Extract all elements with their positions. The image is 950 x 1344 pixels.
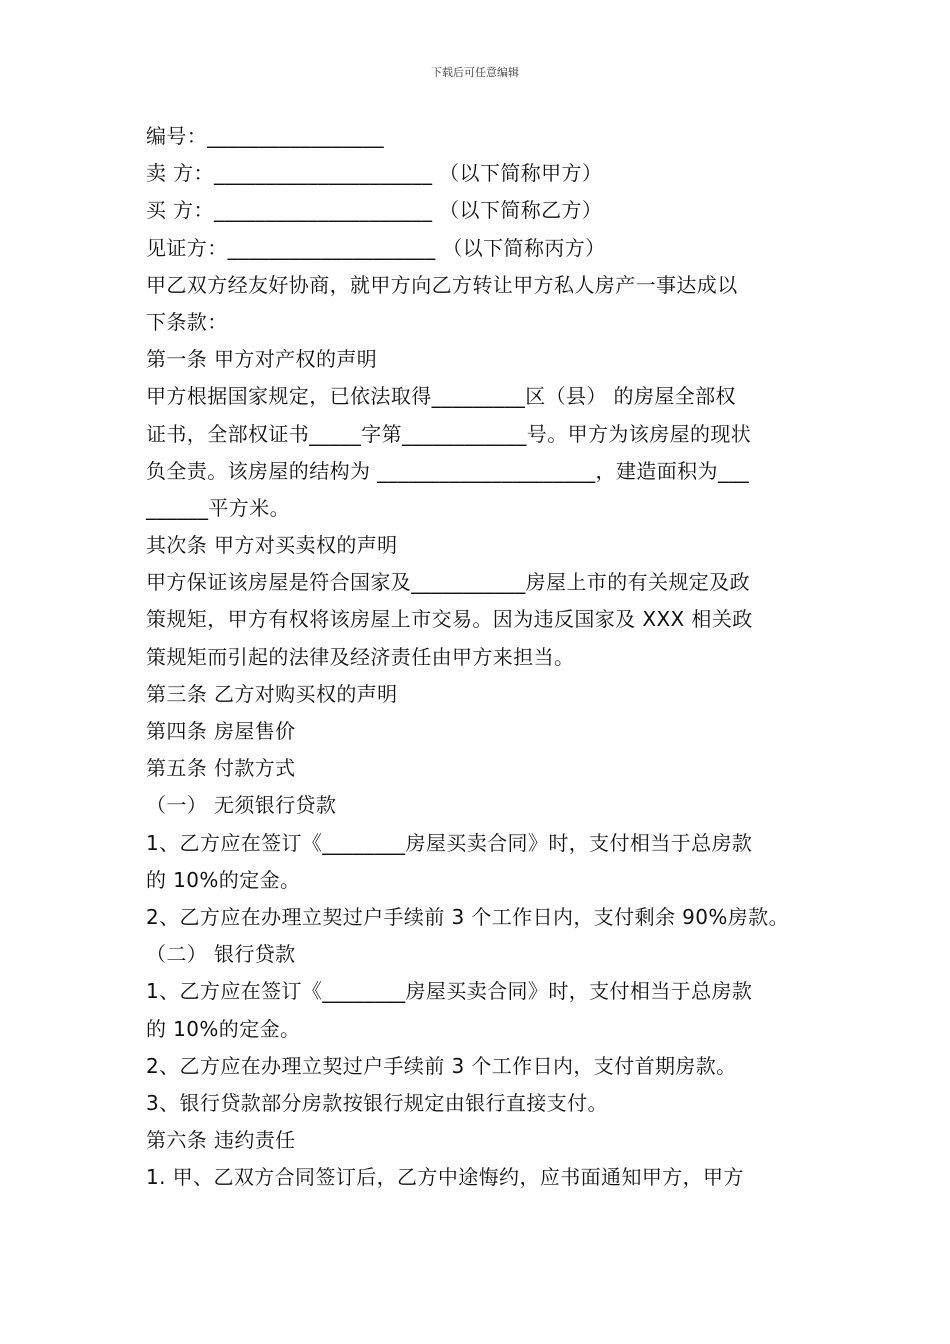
list-item: 2、乙方应在办理立契过户手续前 3 个工作日内，支付剩余 90%房款。	[146, 904, 789, 929]
subsection-heading: （一） 无须银行贷款	[146, 793, 337, 818]
article-heading: 第六条 违约责任	[146, 1128, 296, 1153]
list-item: 1. 甲、乙双方合同签订后，乙方中途悔约，应书面通知甲方，甲方	[146, 1165, 744, 1190]
list-item: 2、乙方应在办理立契过户手续前 3 个工作日内，支付首期房款。	[146, 1053, 737, 1078]
paragraph-line: 负全责。该房屋的结构为 _____________________，建造面积为___	[146, 458, 750, 483]
article-heading: 第五条 付款方式	[146, 756, 296, 781]
serial-number-line: 编号：_________________	[146, 124, 384, 148]
list-item: 的 10%的定金。	[146, 1016, 301, 1041]
paragraph-line: 甲方根据国家规定，已依法取得_________区（县） 的房屋全部权	[146, 384, 736, 409]
preamble-line: 甲乙双方经友好协商，就甲方向乙方转让甲方私人房产一事达成以	[146, 272, 738, 297]
paragraph-line: 证书，全部权证书_____字第____________号。甲方为该房屋的现状	[146, 421, 752, 446]
list-item: 1、乙方应在签订《________房屋买卖合同》时，支付相当于总房款	[146, 830, 753, 855]
seller-line: 卖 方：_____________________ （以下简称甲方）	[146, 161, 603, 186]
paragraph-line: 策规矩而引起的法律及经济责任由甲方来担当。	[146, 644, 575, 669]
witness-line: 见证方：____________________ （以下简称丙方）	[146, 235, 606, 260]
list-item: 的 10%的定金。	[146, 867, 301, 892]
list-item: 1、乙方应在签订《________房屋买卖合同》时，支付相当于总房款	[146, 979, 753, 1004]
preamble-line: 下条款：	[146, 309, 228, 334]
article-heading: 第四条 房屋售价	[146, 719, 296, 743]
buyer-line: 买 方：_____________________ （以下简称乙方）	[146, 198, 603, 223]
article-heading: 其次条 甲方对买卖权的声明	[146, 533, 398, 558]
article-heading: 第三条 乙方对购买权的声明	[146, 681, 398, 706]
paragraph-line: 策规矩，甲方有权将该房屋上市交易。因为违反国家及 XXX 相关政	[146, 607, 753, 632]
page-header: 下载后可任意编辑	[431, 66, 519, 79]
article-heading: 第一条 甲方对产权的声明	[146, 347, 378, 372]
paragraph-line: ______平方米。	[146, 495, 290, 520]
paragraph-line: 甲方保证该房屋是符合国家及___________房屋上市的有关规定及政	[146, 570, 750, 595]
list-item: 3、银行贷款部分房款按银行规定由银行直接支付。	[146, 1090, 608, 1115]
subsection-heading: （二） 银行贷款	[146, 942, 296, 967]
document-body	[146, 118, 816, 1196]
